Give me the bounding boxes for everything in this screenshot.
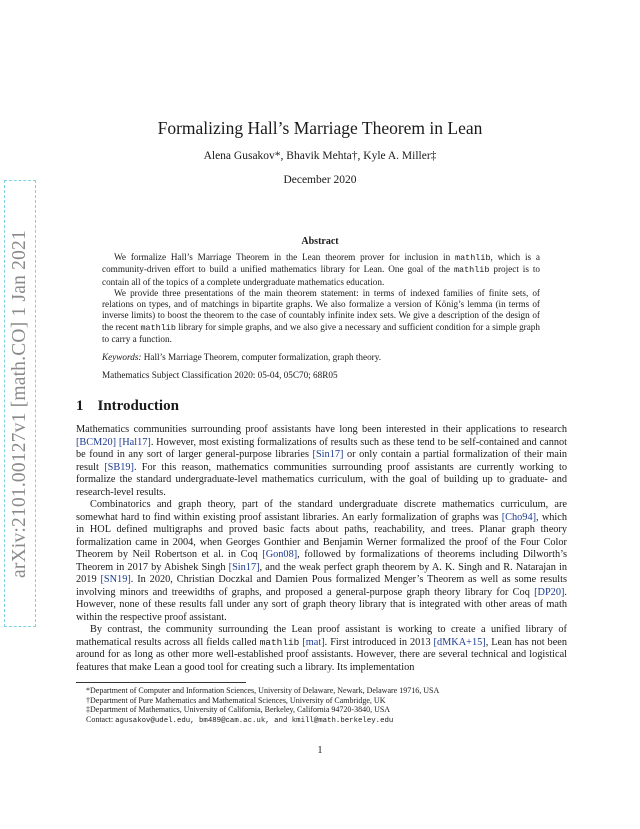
citation-link[interactable]: [Hal17] — [118, 436, 151, 448]
footnote-rule — [76, 682, 246, 683]
body-paragraph: Combinatorics and graph theory, part of the standard undergraduate discrete mathematics curriculum, are somewhat hard to find within existing proof assistant libraries. An early formalization of graphs was [Cho94], which in HOL defined multigraphs and proved basic facts about paths, reachability, and trees. Planar graph theory formalization came in 2004, when Georges Gonthier and Benjamin Werner formalized the proof of the Four Color Theorem by Neil Robertson et al. in Coq [Gon08], followed by formalizations of theorems including Dilworth’s Theorem in 2017 by Abishek Singh [Sin17], and the weak perfect graph theorem by A. K. Singh and R. Natarajan in 2019 [SN19]. In 2020, Christian Doczkal and Damien Pous formalized Menger’s Theorem as well as some results involving minors and treewidths of graphs, and proposed a general-purpose graph theory library for Coq [DP20]. However, none of these results fall under any sort of graph theory library that is integrated with other areas of math within the respective proof assistant. — [76, 499, 568, 623]
arxiv-id: arXiv:2101.00127v1 [math.CO] 1 Jan 2021 — [9, 229, 30, 578]
section-title: Introduction — [97, 398, 179, 414]
page-number: 1 — [317, 745, 323, 756]
footnote-affiliation-1: *Department of Computer and Information Sciences, University of Delaware, Newark, Delaware 19716, USA — [86, 686, 440, 695]
body-paragraph: By contrast, the community surrounding the Lean proof assistant is working to create a unified library of mathematical results across all fields called mathlib [mat]. First introduced in 2013 [dMKA+15], Lean has not been around for as long as other more well-established proof assistants. However, there are several technical and logistical features that make Lean a good tool for creating such a library. Its implementation — [76, 624, 567, 673]
abstract-body — [102, 252, 540, 345]
citation-link[interactable]: [Cho94] — [501, 511, 537, 523]
citation-link[interactable]: [mat] — [302, 636, 325, 648]
author-list: Alena Gusakov*, Bhavik Mehta†, Kyle A. Miller‡ — [203, 150, 437, 162]
citation-link[interactable]: [Sin17] — [312, 449, 344, 460]
code-mathlib: mathlib — [455, 253, 491, 263]
contact-emails: agusakov@udel.edu, bm489@cam.ac.uk, and kmill@math.berkeley.edu — [115, 716, 394, 725]
citation-link[interactable]: [Gon08] — [262, 549, 298, 560]
arxiv-stamp — [4, 180, 36, 627]
keywords-label: Keywords: — [102, 352, 142, 362]
code-mathlib: mathlib — [453, 265, 490, 276]
citation-link[interactable]: [dMKA+15] — [433, 636, 486, 648]
citation-link[interactable]: [DP20] — [534, 586, 565, 598]
section-number: 1 — [76, 398, 84, 414]
paper-date: December 2020 — [283, 174, 357, 186]
footnotes — [76, 686, 567, 726]
footnote-contact: Contact: agusakov@udel.edu, bm489@cam.ac.uk, and kmill@math.berkeley.edu — [86, 714, 394, 725]
abstract-heading: Abstract — [301, 236, 339, 247]
citation-link[interactable]: [Sin17] — [228, 561, 260, 573]
footnote-affiliation-3: ‡Department of Mathematics, University of California, Berkeley, California 94720-3840, USA — [86, 705, 391, 714]
keywords-text: Hall’s Marriage Theorem, computer formalization, graph theory. — [141, 352, 382, 362]
citation-link[interactable]: [SB19] — [104, 461, 134, 473]
keywords — [102, 352, 540, 362]
abstract-paragraph: We formalize Hall’s Marriage Theorem in the Lean theorem prover for inclusion in mathlib, which is a community-driven effort to build a unified mathematics library for Lean. One goal of the mathlib project is to contain all of the topics of a complete undergraduate mathematics education. — [102, 252, 540, 287]
body-paragraph: Mathematics communities surrounding proof assistants have long been interested in their applications to research [BCM20] [Hal17]. However, most existing formalizations of results such as these tend to be self-contained and cannot be found in any sort of larger general-purpose libraries [Sin17] or only contain a partial formalization of their main result [SB19]. For this reason, mathematics communities surrounding proof assistants are currently working to formalize the standard undergraduate-level mathematics curriculum, with the goal of building up to graduate- and research-level results. — [76, 424, 568, 498]
code-mathlib: mathlib — [140, 322, 176, 333]
section-body — [76, 424, 567, 674]
abstract-paragraph: We provide three presentations of the main theorem statement: in terms of indexed families of finite sets, of relations on types, and of matchings in bipartite graphs. We also formalize a version of König’s lemma (in terms of inverse limits) to boost the theorem to the case of countably infinite index sets. We give a description of the design of the recent mathlib library for simple graphs, and we also give a necessary and sufficient condition for a simple graph to carry a function. — [102, 287, 540, 345]
citation-link[interactable]: [SN19] — [100, 574, 131, 585]
citation-link[interactable]: [BCM20] — [76, 436, 117, 448]
paper-title: Formalizing Hall’s Marriage Theorem in Lean — [157, 118, 483, 138]
msc-classification: Mathematics Subject Classification 2020: 05-04, 05C70; 68R05 — [102, 370, 338, 380]
code-mathlib: mathlib — [259, 636, 300, 648]
section-heading — [76, 398, 179, 415]
footnote-affiliation-2: †Department of Pure Mathematics and Mathematical Sciences, University of Cambridge, UK — [86, 695, 386, 705]
